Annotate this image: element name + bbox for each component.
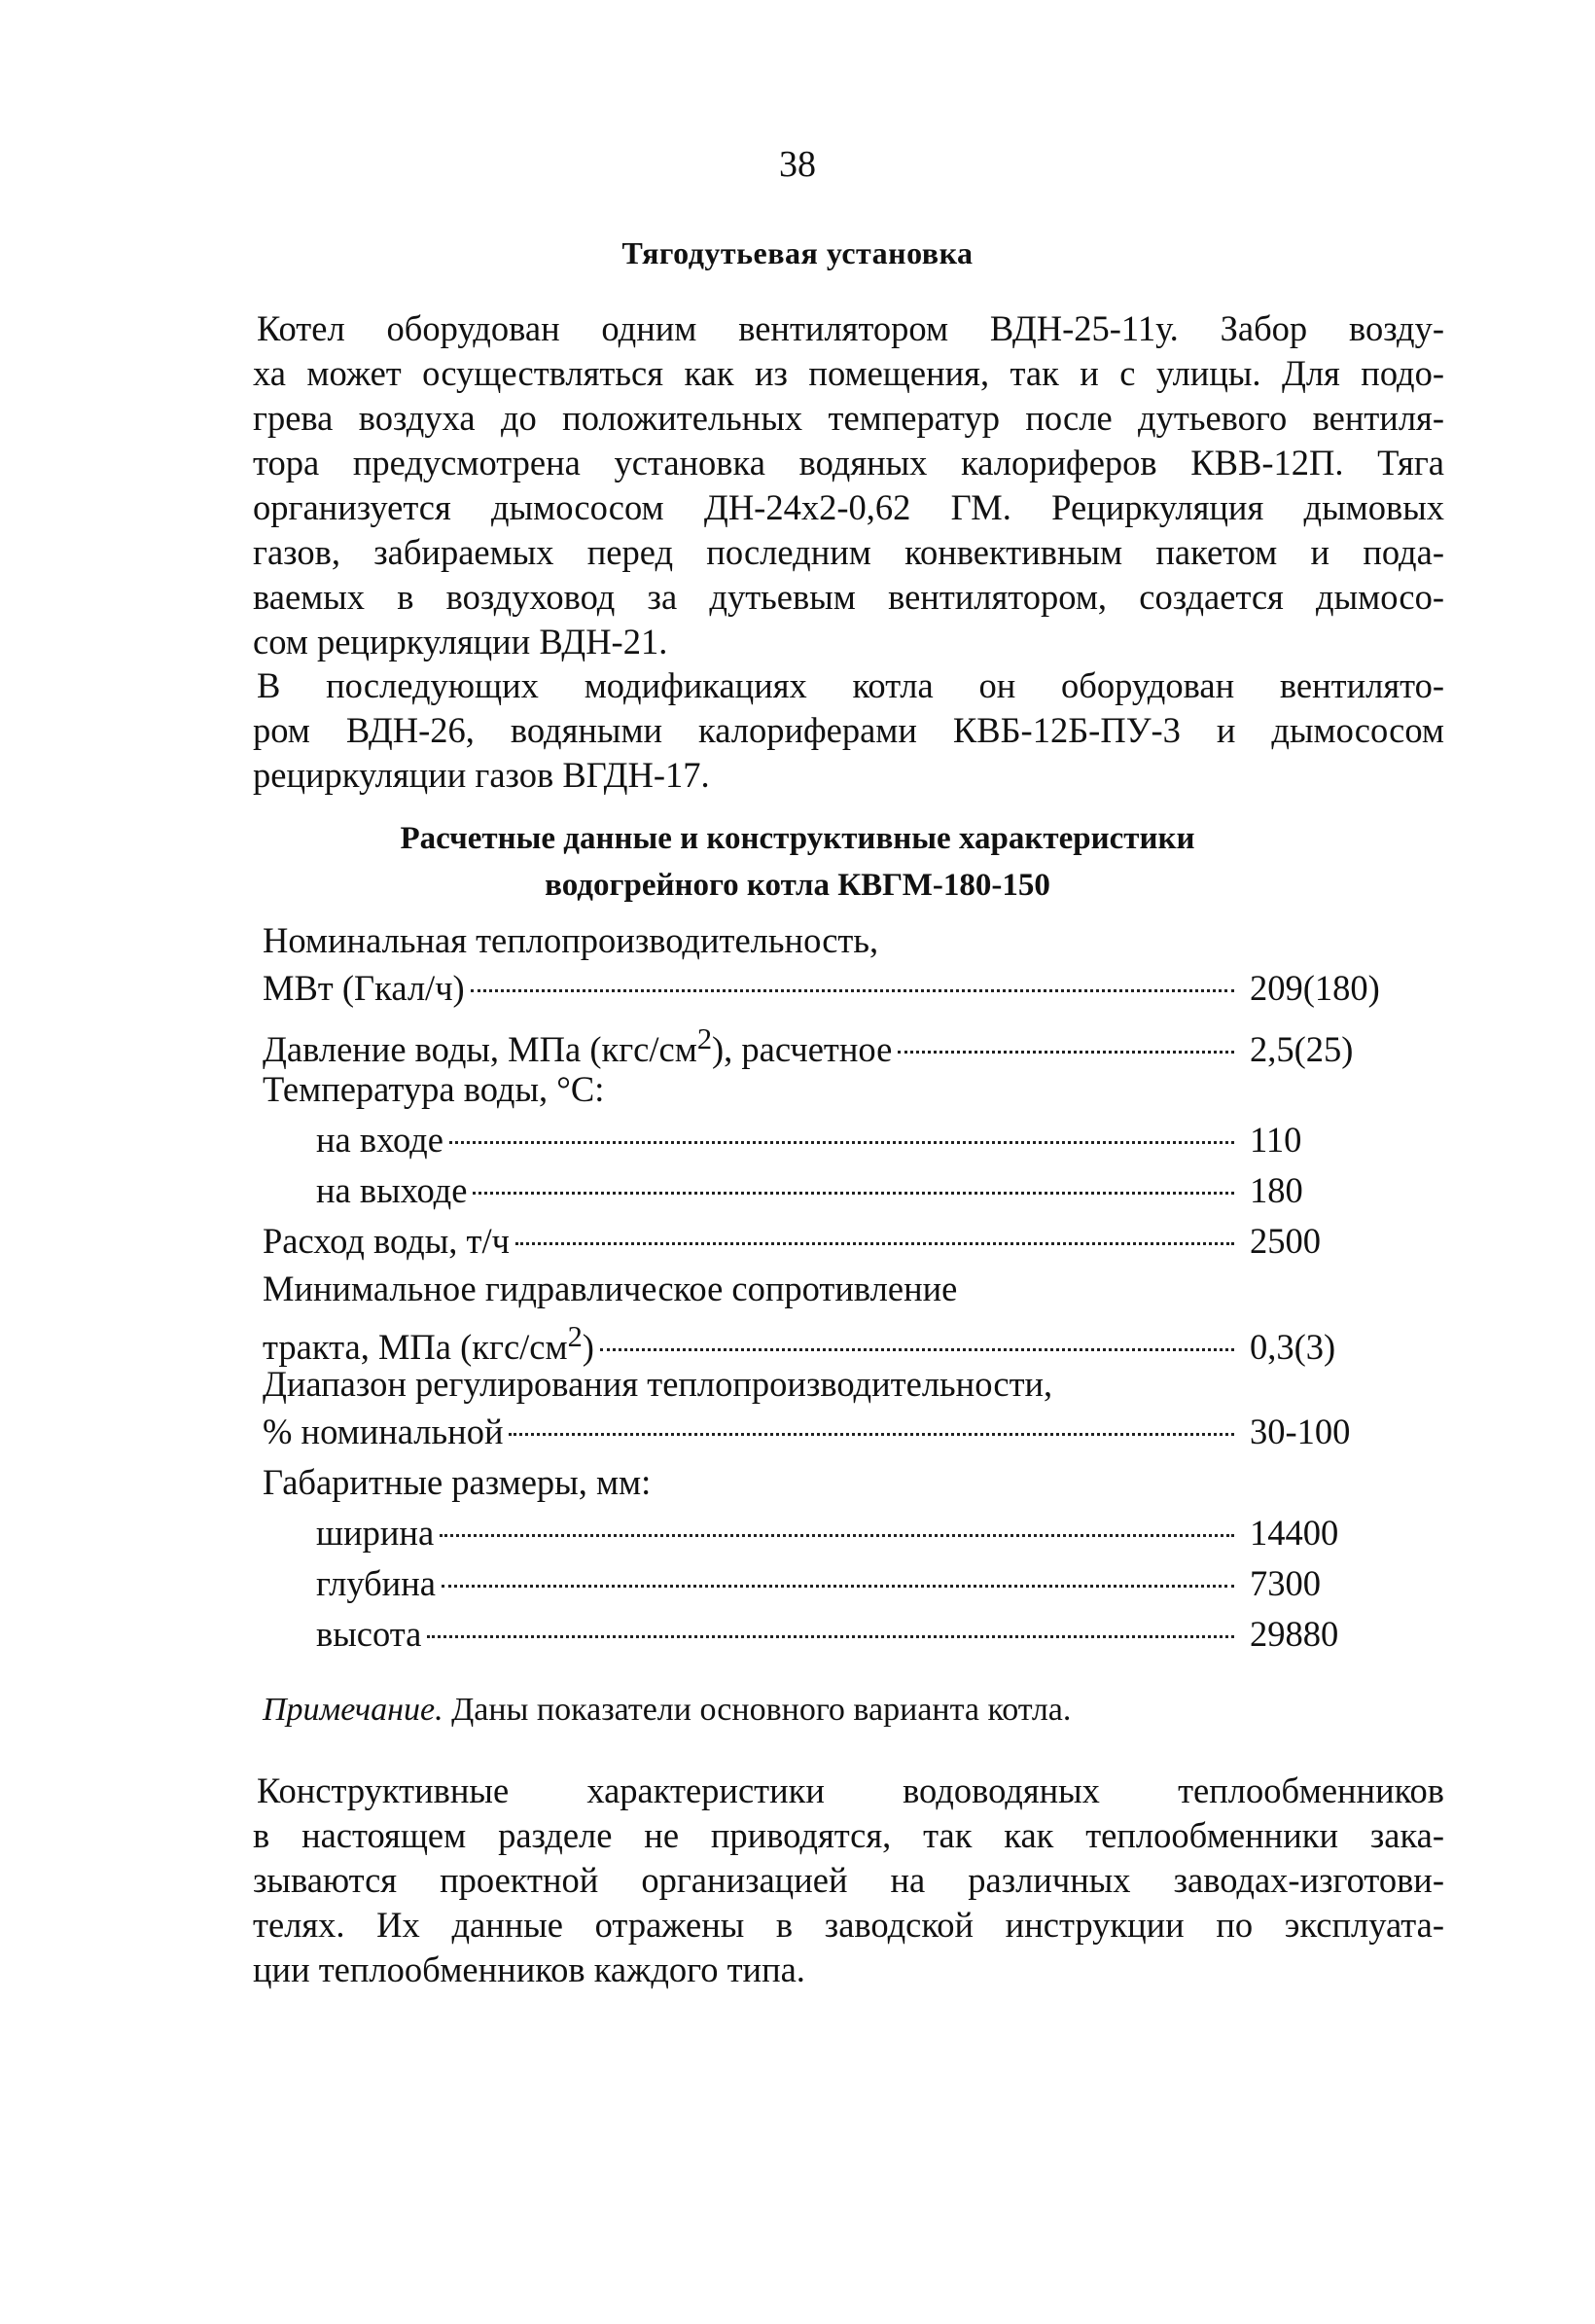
spec-inlet-temperature: на входе 110 [263,1115,1396,1165]
spec-pressure: Давление воды, МПа $(кгс/см^2)$, расчетное 2,5(25) [263,1014,1396,1064]
spec-depth: глубина 7300 [263,1558,1396,1609]
spec-dimensions-label: Габаритные размеры, мм: [263,1462,652,1502]
paragraph-line: рециркуляции газов ВГДН-17. [253,755,710,795]
paragraph-line: сом рециркуляции ВДН-21. [253,622,668,661]
specs-title-line-2: водогрейного котла КВГМ-180-150 [545,868,1050,903]
spec-value: 14400 [1250,1513,1339,1553]
paragraph-line: ции теплообменников каждого типа. [253,1949,805,1989]
spec-temperature-label: Температура воды, °С: [263,1069,605,1109]
paragraph-line: Конструктивные характеристики водоводяных теплообменников [257,1770,1444,1810]
section-heading: Тягодутьевая установка [621,235,974,270]
spec-heat-output: МВт (Гкал/ч) 209(180) [263,963,1396,1014]
dot-leader [509,1433,1234,1436]
spec-value: 209(180) [1250,968,1380,1008]
paragraph-line: Котел оборудован одним вентилятором ВДН-25-11у. Забор возду- [257,308,1444,348]
paragraph-line: грева воздуха до положительных температур после дутьевого вентиля- [253,398,1444,438]
page-number: 38 [779,144,816,185]
spec-height: высота 29880 [263,1609,1396,1660]
spec-value: 30-100 [1250,1412,1351,1451]
dot-leader [427,1635,1234,1638]
spec-range-label: Диапазон регулирования теплопроизводительности, [263,1364,1053,1404]
spec-value: 2500 [1250,1221,1321,1261]
spec-value: 0,3(3) [1250,1327,1336,1368]
dot-leader [440,1534,1234,1537]
spec-value: 180 [1250,1170,1303,1210]
paragraph-line: телях. Их данные отражены в заводской инструкции по эксплуата- [253,1905,1444,1945]
specs-title-line-1: Расчетные данные и конструктивные характеристики [400,821,1195,856]
dot-leader [449,1141,1234,1144]
specs-title [0,815,1595,909]
dot-leader [473,1192,1234,1195]
spec-value: 2,5(25) [1250,1029,1354,1070]
spec-heat-output-label: Номинальная теплопроизводительность, [263,920,879,960]
note-label: Примечание. [263,1692,443,1728]
paragraph-line: зываются проектной организацией на различных заводах-изготови- [253,1860,1444,1900]
paragraph-line: ха может осуществляться как из помещения, так и с улицы. Для подо- [253,353,1444,393]
paragraph-line: ром ВДН-26, водяными калориферами КВБ-12Б-ПУ-3 и дымососом [253,710,1444,750]
specs-list [263,918,1396,1660]
paragraph-line: В последующих модификациях котла он оборудован вентилято- [257,665,1444,705]
paragraph-draft-installation [253,306,1444,664]
paragraph-line: в настоящем разделе не приводятся, так как теплообменники зака- [253,1815,1444,1855]
paragraph-line: ваемых в воздуховод за дутьевым вентилятором, создается дымосо- [253,577,1444,617]
dot-leader [515,1242,1234,1245]
dot-leader [600,1348,1234,1351]
paragraph-modifications [253,663,1444,798]
dot-leader [442,1585,1234,1588]
note-text: Даны показатели основного варианта котла. [443,1692,1072,1728]
spec-resistance: тракта, МПа $(кгс/см^2)$ 0,3(3) [263,1311,1396,1362]
paragraph-heat-exchangers [253,1769,1444,1992]
spec-water-flow: Расход воды, т/ч 2500 [263,1216,1396,1267]
spec-width: ширина 14400 [263,1508,1396,1558]
dot-leader [898,1051,1234,1054]
spec-outlet-temperature: на выходе 180 [263,1165,1396,1216]
spec-value: 110 [1250,1120,1302,1160]
spec-resistance-label: Минимальное гидравлическое сопротивление [263,1269,958,1308]
spec-range: % номинальной 30-100 [263,1407,1396,1457]
paragraph-line: газов, забираемых перед последним конвективным пакетом и пода- [253,532,1444,572]
paragraph-line: организуется дымососом ДН-24х2-0,62 ГМ. Рециркуляция дымовых [253,487,1444,527]
paragraph-line: тора предусмотрена установка водяных калориферов КВВ-12П. Тяга [253,443,1444,483]
dot-leader [471,989,1234,992]
spec-value: 7300 [1250,1563,1321,1603]
spec-value: 29880 [1250,1614,1339,1654]
note [263,1688,1430,1733]
